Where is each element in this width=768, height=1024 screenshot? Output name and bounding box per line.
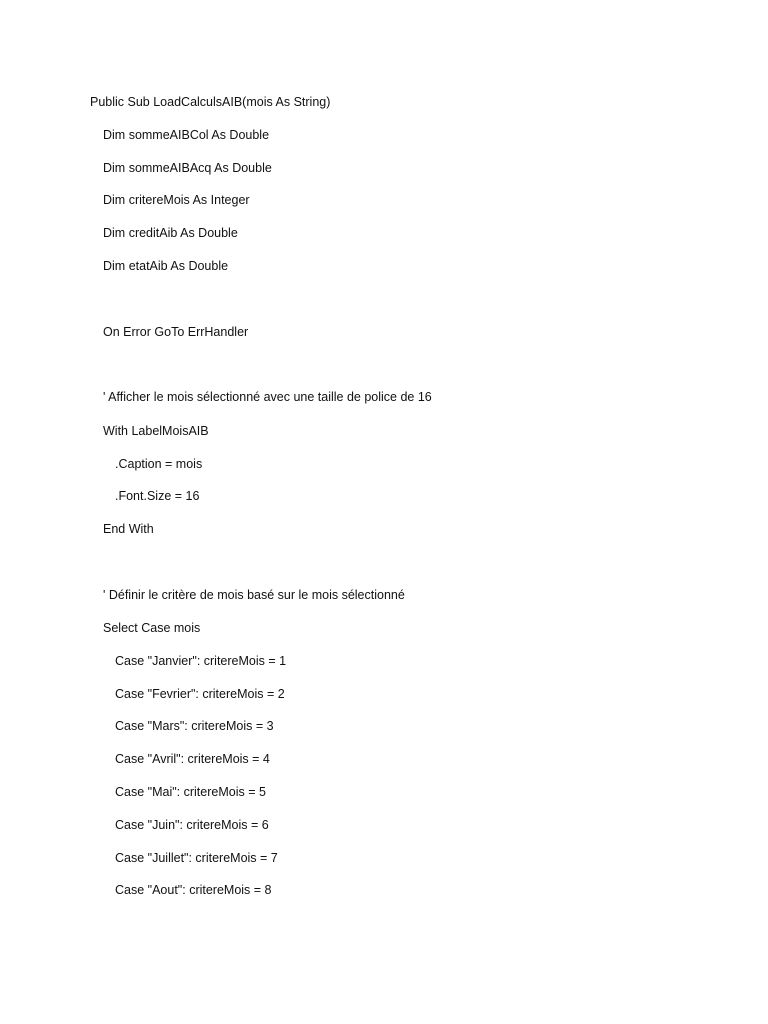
code-line-case-mars: Case "Mars": critereMois = 3 bbox=[115, 719, 274, 733]
code-line-case-aout: Case "Aout": critereMois = 8 bbox=[115, 883, 272, 897]
code-line-dim-critere-mois: Dim critereMois As Integer bbox=[103, 193, 250, 207]
code-line-with-label: With LabelMoisAIB bbox=[103, 424, 209, 438]
code-line-caption: .Caption = mois bbox=[115, 457, 203, 471]
code-line-dim-etat-aib: Dim etatAib As Double bbox=[103, 259, 229, 273]
code-line-font-size: .Font.Size = 16 bbox=[115, 489, 200, 503]
code-comment-definir-critere: ' Définir le critère de mois basé sur le mois sélectionné bbox=[103, 588, 405, 602]
code-line-sub-declaration: Public Sub LoadCalculsAIB(mois As String) bbox=[90, 95, 331, 109]
code-line-case-avril: Case "Avril": critereMois = 4 bbox=[115, 752, 270, 766]
code-line-dim-somme-col: Dim sommeAIBCol As Double bbox=[103, 128, 270, 142]
code-line-dim-credit-aib: Dim creditAib As Double bbox=[103, 226, 238, 240]
code-line-case-juillet: Case "Juillet": critereMois = 7 bbox=[115, 851, 278, 865]
code-line-case-mai: Case "Mai": critereMois = 5 bbox=[115, 785, 266, 799]
code-line-end-with: End With bbox=[103, 522, 154, 536]
code-comment-afficher-mois: ' Afficher le mois sélectionné avec une taille de police de 16 bbox=[103, 390, 432, 404]
code-line-select-case: Select Case mois bbox=[103, 621, 201, 635]
code-line-case-janvier: Case "Janvier": critereMois = 1 bbox=[115, 654, 287, 668]
code-line-dim-somme-acq: Dim sommeAIBAcq As Double bbox=[103, 161, 272, 175]
code-line-on-error: On Error GoTo ErrHandler bbox=[103, 325, 249, 339]
code-line-case-fevrier: Case "Fevrier": critereMois = 2 bbox=[115, 687, 285, 701]
code-line-case-juin: Case "Juin": critereMois = 6 bbox=[115, 818, 269, 832]
